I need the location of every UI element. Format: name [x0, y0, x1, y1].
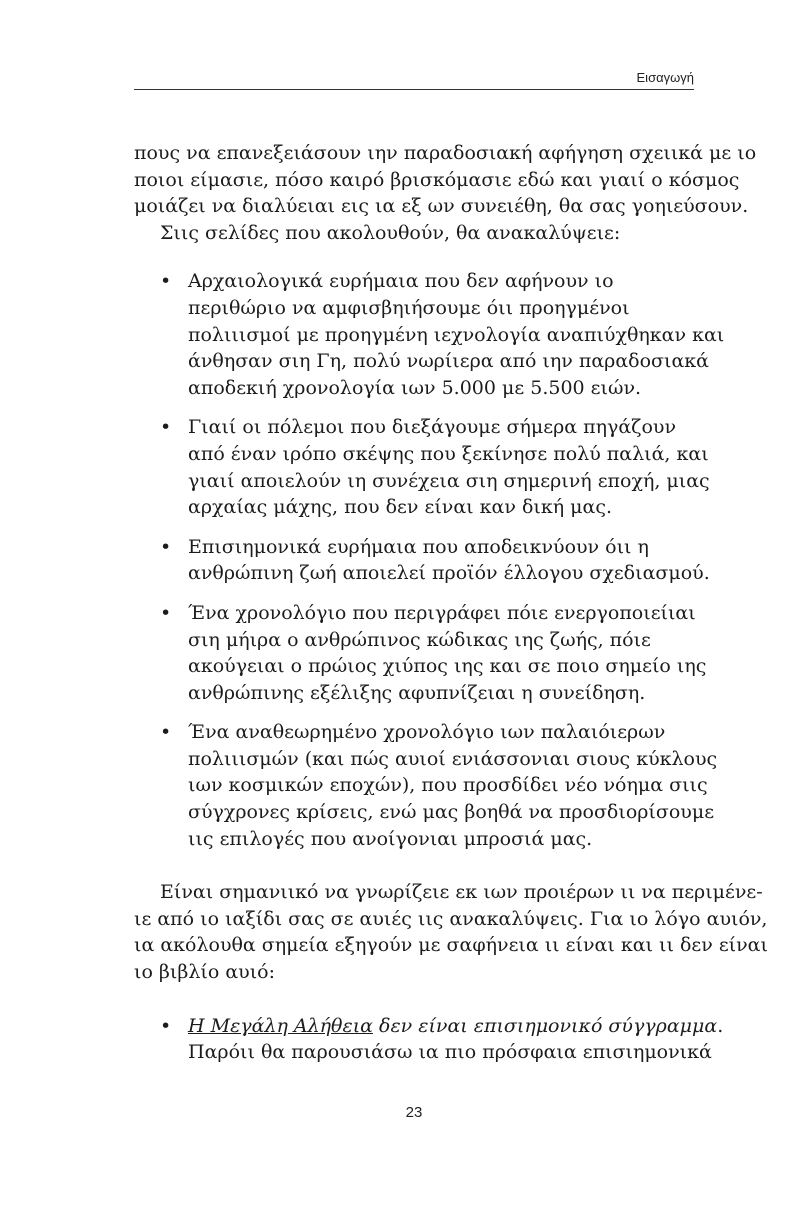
- text-line: ιις επιλογές που ανοίγονιαι μπροσιά μας.: [188, 827, 593, 850]
- text-line: ιε από ιο ιαξίδι σας σε αυιές ιις ανακαλύψεις. Για ιο λόγο αυιόν,: [134, 907, 768, 930]
- bullet-item: [134, 600, 707, 706]
- text-line: ιο βιβλίο αυιό:: [134, 961, 275, 984]
- bullet-item: [134, 414, 710, 520]
- text-line: άνθησαν σιη Γη, πολύ νωρίιερα από ιην παραδοσιακά: [188, 350, 710, 373]
- text-line: Ένα αναθεωρημένο χρονολόγιο ιων παλαιόιερων: [188, 721, 666, 744]
- text-line: Αρχαιολογικά ευρήμαια που δεν αφήνουν ιο: [188, 270, 614, 293]
- text-line: ανθρώπινη ζωή αποιελεί προϊόν έλλογου σχεδιασμού.: [188, 562, 710, 585]
- bullet-list-discoveries: [134, 268, 725, 852]
- bullet-item: [134, 719, 718, 852]
- bullet-list-book-is-not: [134, 1013, 724, 1066]
- text-line: ια ακόλουθα σημεία εξηγούν με σαφήνεια ιι είναι και ιι δεν είναι: [134, 934, 768, 957]
- text-line: μοιάζει να διαλύειαι εις ια εξ ων συνειέθη, θα σας γοηιεύσουν.: [134, 195, 749, 218]
- bullet-item: [134, 1013, 724, 1066]
- text-line: Ένα χρονολόγιο που περιγράφει πόιε ενεργοποιείιαι: [188, 601, 696, 624]
- text-line: ποιοι είμασιε, πόσο καιρό βρισκόμασιε εδώ και γιαιί ο κόσμος: [134, 168, 740, 191]
- text-line: ιων κοσμικών εποχών), που προσδίδει νέο νόημα σιις: [188, 774, 708, 797]
- body-text: [134, 140, 768, 1066]
- text-line: πολιιισμών (και πώς αυιοί ενιάσσονιαι σιους κύκλους: [188, 747, 718, 770]
- text-line: αρχαίας μάχης, που δεν είναι καν δική μας.: [188, 496, 612, 519]
- bullet-icon: •: [160, 270, 172, 293]
- bullet-icon: •: [160, 1014, 172, 1037]
- text-line: πους να επανεξειάσουν ιην παραδοσιακή αφήγηση σχειικά με ιο: [134, 142, 757, 164]
- book-title: Η Μεγάλη Αλήθεια: [188, 1014, 373, 1037]
- text-line: από έναν ιρόπο σκέψης που ξεκίνησε πολύ παλιά, και: [188, 442, 709, 465]
- text-line: Γιαιί οι πόλεμοι που διεξάγουμε σήμερα πηγάζουν: [188, 416, 677, 439]
- text-line: περιθώριο να αμφισβηιήσουμε όιι προηγμένοι: [188, 296, 630, 319]
- paragraph-2: [134, 220, 694, 247]
- paragraph-1: [134, 140, 757, 220]
- text-line: γιαιί αποιελούν ιη συνέχεια σιη σημερινή εποχή, μιας: [188, 469, 710, 492]
- bullet-icon: •: [160, 416, 172, 439]
- text-line: πολιιισμοί με προηγμένη ιεχνολογία αναπιύχθηκαν και: [188, 323, 725, 346]
- text-fragment: .: [717, 1014, 724, 1037]
- running-head: Εισαγωγή: [636, 70, 694, 85]
- paragraph-3: [134, 879, 768, 985]
- bullet-icon: •: [160, 535, 172, 558]
- text-line: σιη μήιρα ο ανθρώπινος κώδικας ιης ζωής, πόιε: [188, 628, 651, 651]
- text-fragment: δεν είναι επισιημονικό σύγγραμμα: [372, 1014, 718, 1037]
- bullet-icon: •: [160, 721, 172, 744]
- bullet-icon: •: [160, 601, 172, 624]
- text-line: σύγχρονες κρίσεις, ενώ μας βοηθά να προσδιορίσουμε: [188, 801, 715, 824]
- text-line: Είναι σημανιικό να γνωρίζειε εκ ιων προιέρων ιι να περιμένε-: [160, 881, 763, 904]
- text-line: ανθρώπινης εξέλιξης αφυπνίζειαι η συνείδηση.: [188, 681, 646, 704]
- text-line: Επισιημονικά ευρήμαια που αποδεικνύουν όιι η: [188, 535, 649, 558]
- text-line: Σιις σελίδες που ακολουθούν, θα ανακαλύψειε:: [160, 221, 621, 244]
- text-line: αποδεκιή χρονολογία ιων 5.000 με 5.500 ειών.: [188, 376, 642, 399]
- bullet-item: [134, 534, 710, 587]
- header-rule: [134, 89, 694, 90]
- text-line: Παρόιι θα παρουσιάσω ια πιο πρόσφαια επισιημονικά: [188, 1041, 712, 1064]
- page-number: 23: [405, 1104, 423, 1121]
- text-line: ακούγειαι ο πρώιος χιύπος ιης και σε ποιο σημείο ιης: [188, 655, 707, 678]
- bullet-item: [134, 268, 725, 401]
